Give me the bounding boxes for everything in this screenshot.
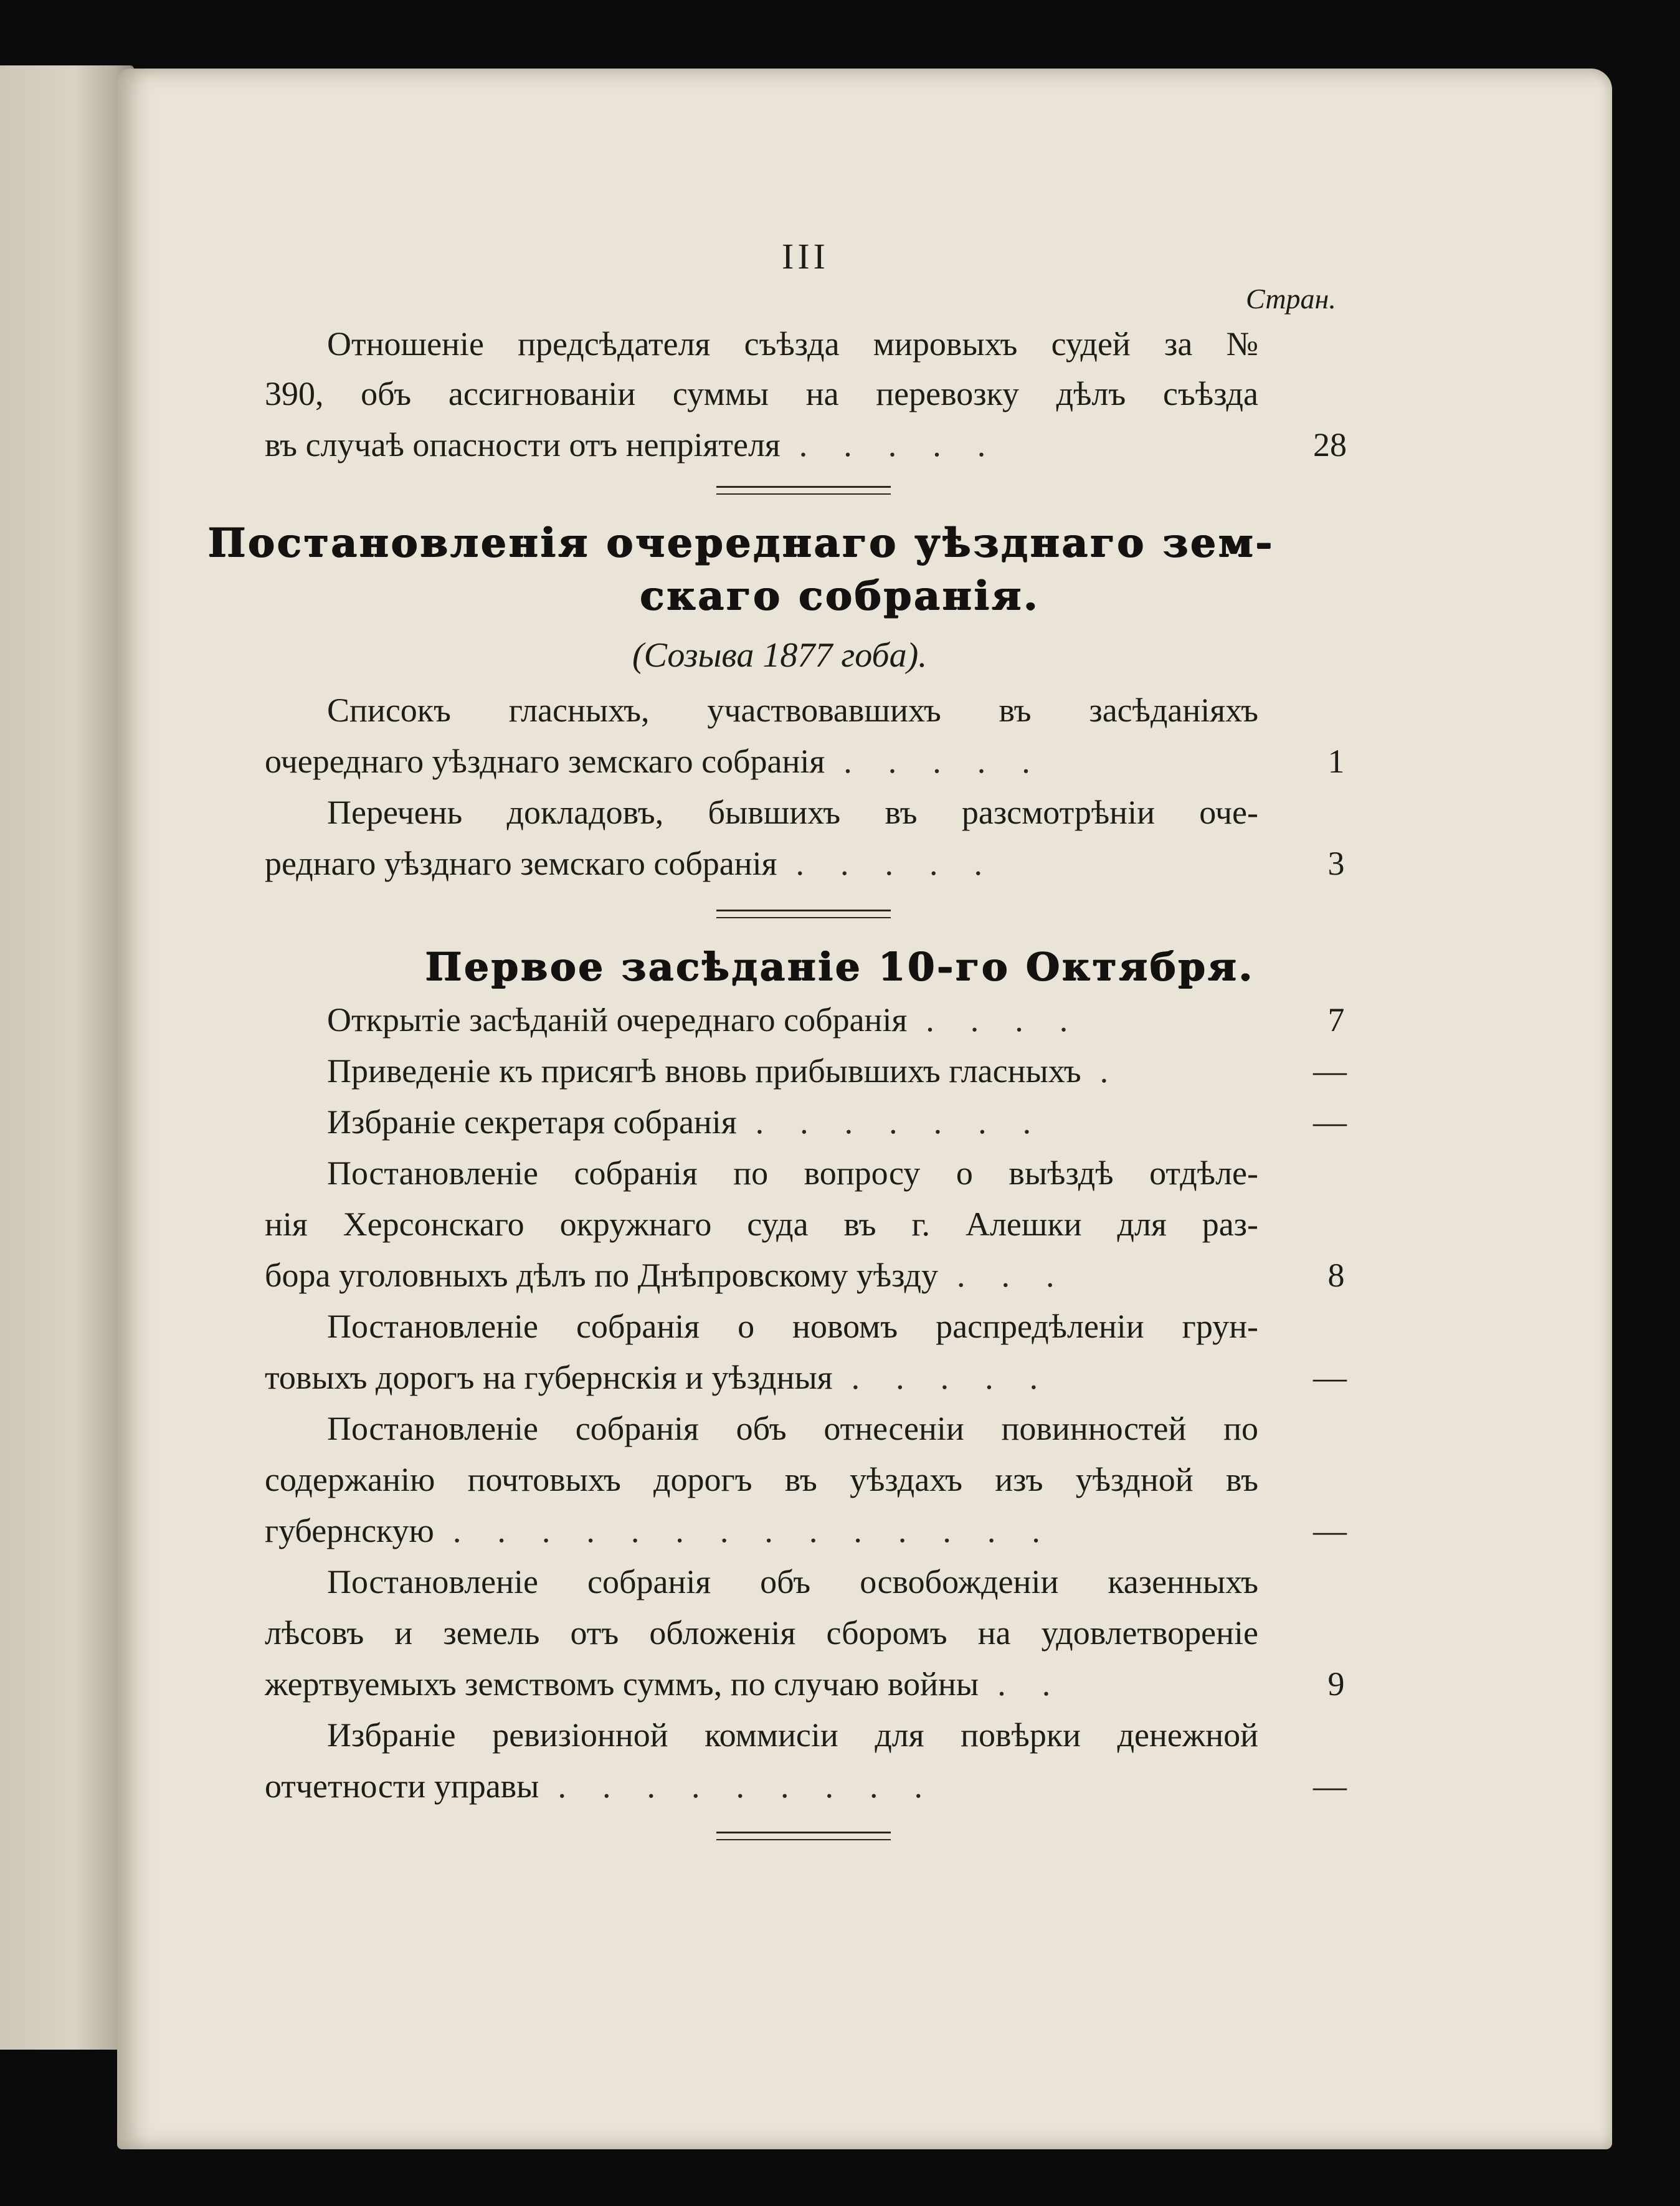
session-entry-8-line-1: Избраніе ревизіонной коммисіи для повѣрки денежной <box>327 1716 1258 1754</box>
session-entry-2-page: — <box>1313 1052 1347 1090</box>
convocation-subtitle: (Созыва 1877 гоба). <box>632 636 928 675</box>
section-heading-line-1: Постановленія очереднаго уѣзднаго зем- <box>207 520 1275 566</box>
entry-2-line-2-text: очереднаго уѣзднаго земскаго собранія <box>265 743 825 780</box>
session-entry-8-line-2-text: отчетности управы <box>265 1767 539 1805</box>
session-entry-8-line-2: отчетности управы ......... <box>265 1767 959 1805</box>
session-entry-7-page: 9 <box>1327 1665 1345 1703</box>
entry-3-line-2: реднаго уѣзднаго земскаго собранія ..... <box>265 845 1018 882</box>
session-entry-4-line-1: Постановленіе собранія по вопросу о выѣздѣ отдѣле- <box>327 1154 1258 1192</box>
entry-3-line-2-text: реднаго уѣзднаго земскаго собранія <box>265 845 777 882</box>
session-entry-7-line-3: жертвуемыхъ земствомъ суммъ, по случаю войны .. <box>265 1665 1087 1703</box>
session-entry-4-line-3-text: бора уголовныхъ дѣлъ по Днѣпровскому уѣзду <box>265 1257 938 1294</box>
entry-1-page: 28 <box>1313 426 1347 464</box>
divider-1 <box>716 486 891 488</box>
entry-2-line-1: Списокъ гласныхъ, участвовавшихъ въ засѣданіяхъ <box>327 692 1258 729</box>
session-entry-4-line-3: бора уголовныхъ дѣлъ по Днѣпровскому уѣзду ... <box>265 1257 1091 1294</box>
entry-3-page: 3 <box>1327 845 1345 882</box>
session-entry-3: Избраніе секретаря собранія ....... <box>327 1103 1068 1141</box>
session-entry-5-line-2: товыхъ дорогъ на губернскія и уѣздныя ..... <box>265 1359 1075 1396</box>
session-entry-3-page: — <box>1313 1103 1347 1141</box>
session-entry-6-line-2: содержанію почтовыхъ дорогъ въ уѣздахъ изъ уѣздной въ <box>265 1461 1258 1498</box>
session-entry-1: Открытіе засѣданій очереднаго собранія .... <box>327 1001 1104 1039</box>
session-entry-7-line-3-text: жертвуемыхъ земствомъ суммъ, по случаю войны <box>265 1665 979 1703</box>
session-entry-4-line-2: нія Херсонскаго окружнаго суда въ г. Алешки для раз- <box>265 1205 1258 1243</box>
entry-1-line-3: въ случаѣ опасности отъ непріятеля ..... <box>265 426 1022 464</box>
session-heading-text: Первое засѣданіе <box>425 944 863 989</box>
page-number: III <box>782 236 829 277</box>
divider-2b <box>716 917 891 918</box>
session-entry-3-text: Избраніе секретаря собранія <box>327 1103 737 1141</box>
divider-2 <box>716 910 891 911</box>
session-entry-5-line-1: Постановленіе собранія о новомъ распредѣленіи грун- <box>327 1308 1258 1345</box>
session-heading-month: Октября. <box>1026 944 1255 989</box>
session-entry-2-text: Приведеніе къ присягѣ вновь прибывшихъ гласныхъ <box>327 1052 1081 1090</box>
session-entry-6-line-3-text: губернскую <box>265 1512 434 1549</box>
entry-2-page: 1 <box>1327 743 1345 780</box>
entry-3-line-1: Перечень докладовъ, бывшихъ въ разсмотрѣніи оче- <box>327 794 1258 831</box>
entry-1-line-2: 390, объ ассигнованіи суммы на перевозку дѣлъ съѣзда <box>265 375 1258 412</box>
session-entry-1-text: Открытіе засѣданій очереднаго собранія <box>327 1001 908 1039</box>
session-entry-6-line-1: Постановленіе собранія объ отнесеніи повинностей по <box>327 1410 1258 1447</box>
section-heading-line-2: скаго собранія. <box>640 573 1040 619</box>
page-column-label: Стран. <box>1246 283 1336 315</box>
session-entry-6-page: — <box>1313 1512 1347 1549</box>
session-entry-2: Приведеніе къ присягѣ вновь прибывшихъ гласныхъ . <box>327 1052 1145 1090</box>
session-entry-7-line-1: Постановленіе собранія объ освобожденіи казенныхъ <box>327 1563 1258 1600</box>
divider-3b <box>716 1839 891 1840</box>
divider-3 <box>716 1832 891 1833</box>
previous-page-edge <box>0 65 134 2050</box>
session-entry-5-line-2-text: товыхъ дорогъ на губернскія и уѣздныя <box>265 1359 833 1396</box>
session-entry-8-page: — <box>1313 1767 1347 1805</box>
session-entry-7-line-2: лѣсовъ и земель отъ обложенія сборомъ на удовлетвореніе <box>265 1614 1258 1652</box>
entry-1-line-3-text: въ случаѣ опасности отъ непріятеля <box>265 426 781 464</box>
session-entry-1-page: 7 <box>1327 1001 1345 1039</box>
session-entry-4-page: 8 <box>1327 1257 1345 1294</box>
session-heading <box>0 942 1680 992</box>
entry-2-line-2: очереднаго уѣзднаго земскаго собранія ..... <box>265 743 1066 780</box>
entry-1-line-1: Отношеніе предсѣдателя съѣзда мировыхъ судей за № <box>327 325 1258 363</box>
session-heading-date: 10-го <box>878 944 1010 989</box>
session-entry-5-page: — <box>1313 1359 1347 1396</box>
session-entry-6-line-3: губернскую .............. <box>265 1512 1076 1549</box>
divider-1b <box>716 493 891 495</box>
